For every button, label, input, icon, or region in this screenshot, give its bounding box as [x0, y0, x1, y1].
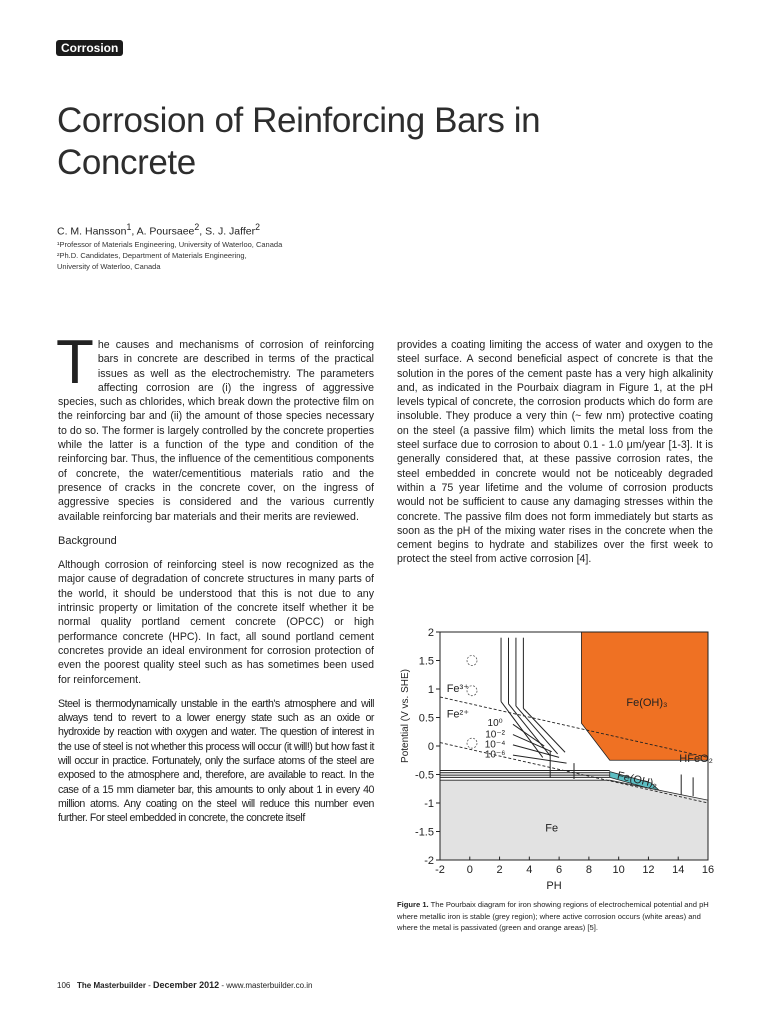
- y-tick-label: 2: [427, 627, 434, 639]
- intro-paragraph: [56, 328, 374, 524]
- y-tick-label: -1.5: [415, 826, 434, 839]
- page-number: 106: [57, 981, 71, 990]
- x-tick-label: 6: [556, 864, 563, 876]
- author-name: S. J. Jaffer: [205, 225, 256, 238]
- pourbaix-diagram: [394, 620, 724, 898]
- caption-text: The Pourbaix diagram for iron showing regions of electrochemical potential and pH where metallic iron is stable (grey region); where active corrosion occurs (white areas) and where the metal is passivated (green and orange areas) [5].: [397, 900, 709, 932]
- author-affil-mark: 2: [255, 222, 260, 232]
- x-tick-label: 2: [496, 864, 503, 876]
- x-axis-label: PH: [546, 880, 562, 892]
- x-tick-label: 12: [642, 864, 655, 876]
- label-fe3: Fe³⁺: [446, 682, 470, 695]
- y-tick-label: 1.5: [418, 655, 434, 668]
- article-title: Corrosion of Reinforcing Bars in Concrete: [57, 101, 541, 182]
- y-tick-label: -1: [424, 798, 434, 810]
- pourbaix-svg: [394, 620, 724, 898]
- author-affil-mark: 2: [194, 222, 200, 232]
- label-feoh3: Fe(OH)₃: [626, 697, 668, 710]
- x-tick-label: 14: [672, 864, 685, 876]
- section-tag: Corrosion: [56, 40, 123, 56]
- x-tick-label: 10: [612, 864, 625, 876]
- author-name: C. M. Hansson: [57, 225, 127, 238]
- body-column-left: [56, 328, 374, 836]
- region-fe: [440, 780, 708, 860]
- section-heading-background: Background: [58, 534, 117, 547]
- website-link[interactable]: www.masterbuilder.co.in: [226, 981, 313, 990]
- caption-label: Figure 1.: [397, 900, 429, 909]
- affiliations: [57, 239, 282, 272]
- label-hfeo2: HFeO₂: [679, 752, 713, 765]
- drop-cap: T: [56, 328, 94, 397]
- background-paragraph: Although corrosion of reinforcing steel is now recognized as the major cause of degradation of concrete structures in many parts of the world, it should be understood that this is not due to any intrinsic property or limitation of the concrete itself whether it be normal quality portland cement concrete (OPCC) or high performance concrete (HPC). In fact, all sound portland cement concretes provide an ideal environment for corrosion protection of even the poorest quality steel such as has sometimes been used for reinforcement.: [58, 559, 374, 686]
- y-tick-label: 0: [427, 741, 434, 753]
- figure-caption: [397, 899, 715, 934]
- x-tick-label: 4: [526, 864, 533, 876]
- y-axis-label: Potential (V vs. SHE): [400, 669, 411, 763]
- y-tick-label: -2: [424, 855, 434, 867]
- label-feoh2: Fe(OH)₂: [615, 769, 659, 791]
- body-column-right: [397, 338, 713, 577]
- label-fe: Fe: [545, 822, 559, 835]
- y-tick-label: 0.5: [418, 712, 434, 725]
- affiliation-line: ¹Professor of Materials Engineering, University of Waterloo, Canada: [57, 240, 283, 249]
- author-affil-mark: 1: [126, 222, 132, 232]
- label-fe2: Fe²⁺: [446, 708, 470, 721]
- label-conc-4: 10⁻⁴: [484, 739, 506, 751]
- y-tick-label: -0.5: [415, 769, 434, 782]
- passive-film-paragraph: provides a coating limiting the access of water and oxygen to the steel surface. A second beneficial aspect of concrete is that the solution in the pores of the cement paste has a very high alkalinity and, as indicated in the Pourbaix diagram in Figure 1, at the pH levels typical of concrete, the corrosion products which do form are insoluble. They produce a very thin (~ few nm) protective coating on the steel (a passive film) which limits the metal loss from the steel surface due to corrosion to about 0.1 - 1.0 μm/year [1-3]. It is generally considered that, at these passive corrosion rates, the steel embedded in concrete would not be noticeably degraded within a 75 year lifetime and the volume of corrosion products would not be sufficient to cause any damaging stresses within the concrete. The passive film does not form immediately but starts as soon as the pH of the mixing water rises in the concrete when the cement begins to hydrate and stabilizes over the first week to protect the steel from active corrosion [4].: [397, 339, 713, 566]
- x-tick-label: 0: [466, 864, 473, 876]
- page-footer: 106 The Masterbuilder - December 2012 - www.masterbuilder.co.in: [57, 980, 313, 990]
- x-tick-label: -2: [435, 864, 445, 876]
- steel-paragraph: Steel is thermodynamically unstable in the earth's atmosphere and will always tend to revert to a lower energy state such as an oxide or hydroxide by reaction with oxygen and water. The question of interest in the use of steel is not whether this process will occur (it will!) but how fast it will occur in practice. Fortunately, only the surface atoms of the steel are exposed to the atmosphere and, therefore, are available to react. In the case of a 15 mm diameter bar, this amounts to only about 1 in every 40 million atoms. Any coating on the steel will reduce this number even further. For steel embedded in concrete, the concrete itself: [58, 697, 374, 825]
- affiliation-line: University of Waterloo, Canada: [57, 262, 161, 271]
- x-tick-label: 8: [585, 864, 592, 876]
- affiliation-line: ²Ph.D. Candidates, Department of Materials Engineering,: [57, 251, 247, 260]
- x-tick-label: 16: [701, 864, 715, 876]
- intro-text: he causes and mechanisms of corrosion of reinforcing bars in concrete are described in terms of the practical issues as well as the electrochemistry. The parameters affecting corrosion are (i) the ingress of aggressive species, such as chlorides, which break down the protective film on the reinforcing bar and (ii) the amount of those species necessary to do so. The former is largely controlled by the concrete properties while the latter is a function of the type and condition of the reinforcing bar. Thus, the influence of the cementitious components of concrete, the water/cementitious materials ratio and the presence of cracks in the concrete cover, on the ingress of aggressive species is considered and the various currently available reinforcing bar materials and their merits are reviewed.: [58, 339, 374, 523]
- author-name: A. Poursaee: [136, 225, 195, 238]
- label-conc-2: 10⁻²: [485, 729, 505, 741]
- author-list: C. M. Hansson$^1$, A. Poursaee$^2$, S. J. Jaffer$^2$: [57, 222, 260, 238]
- magazine-name: The Masterbuilder: [77, 981, 146, 990]
- label-conc-0: 10⁰: [487, 718, 503, 730]
- y-tick-label: 1: [427, 684, 434, 696]
- label-conc-6: 10⁻⁶: [484, 749, 506, 761]
- issue-date: December 2012: [153, 980, 220, 990]
